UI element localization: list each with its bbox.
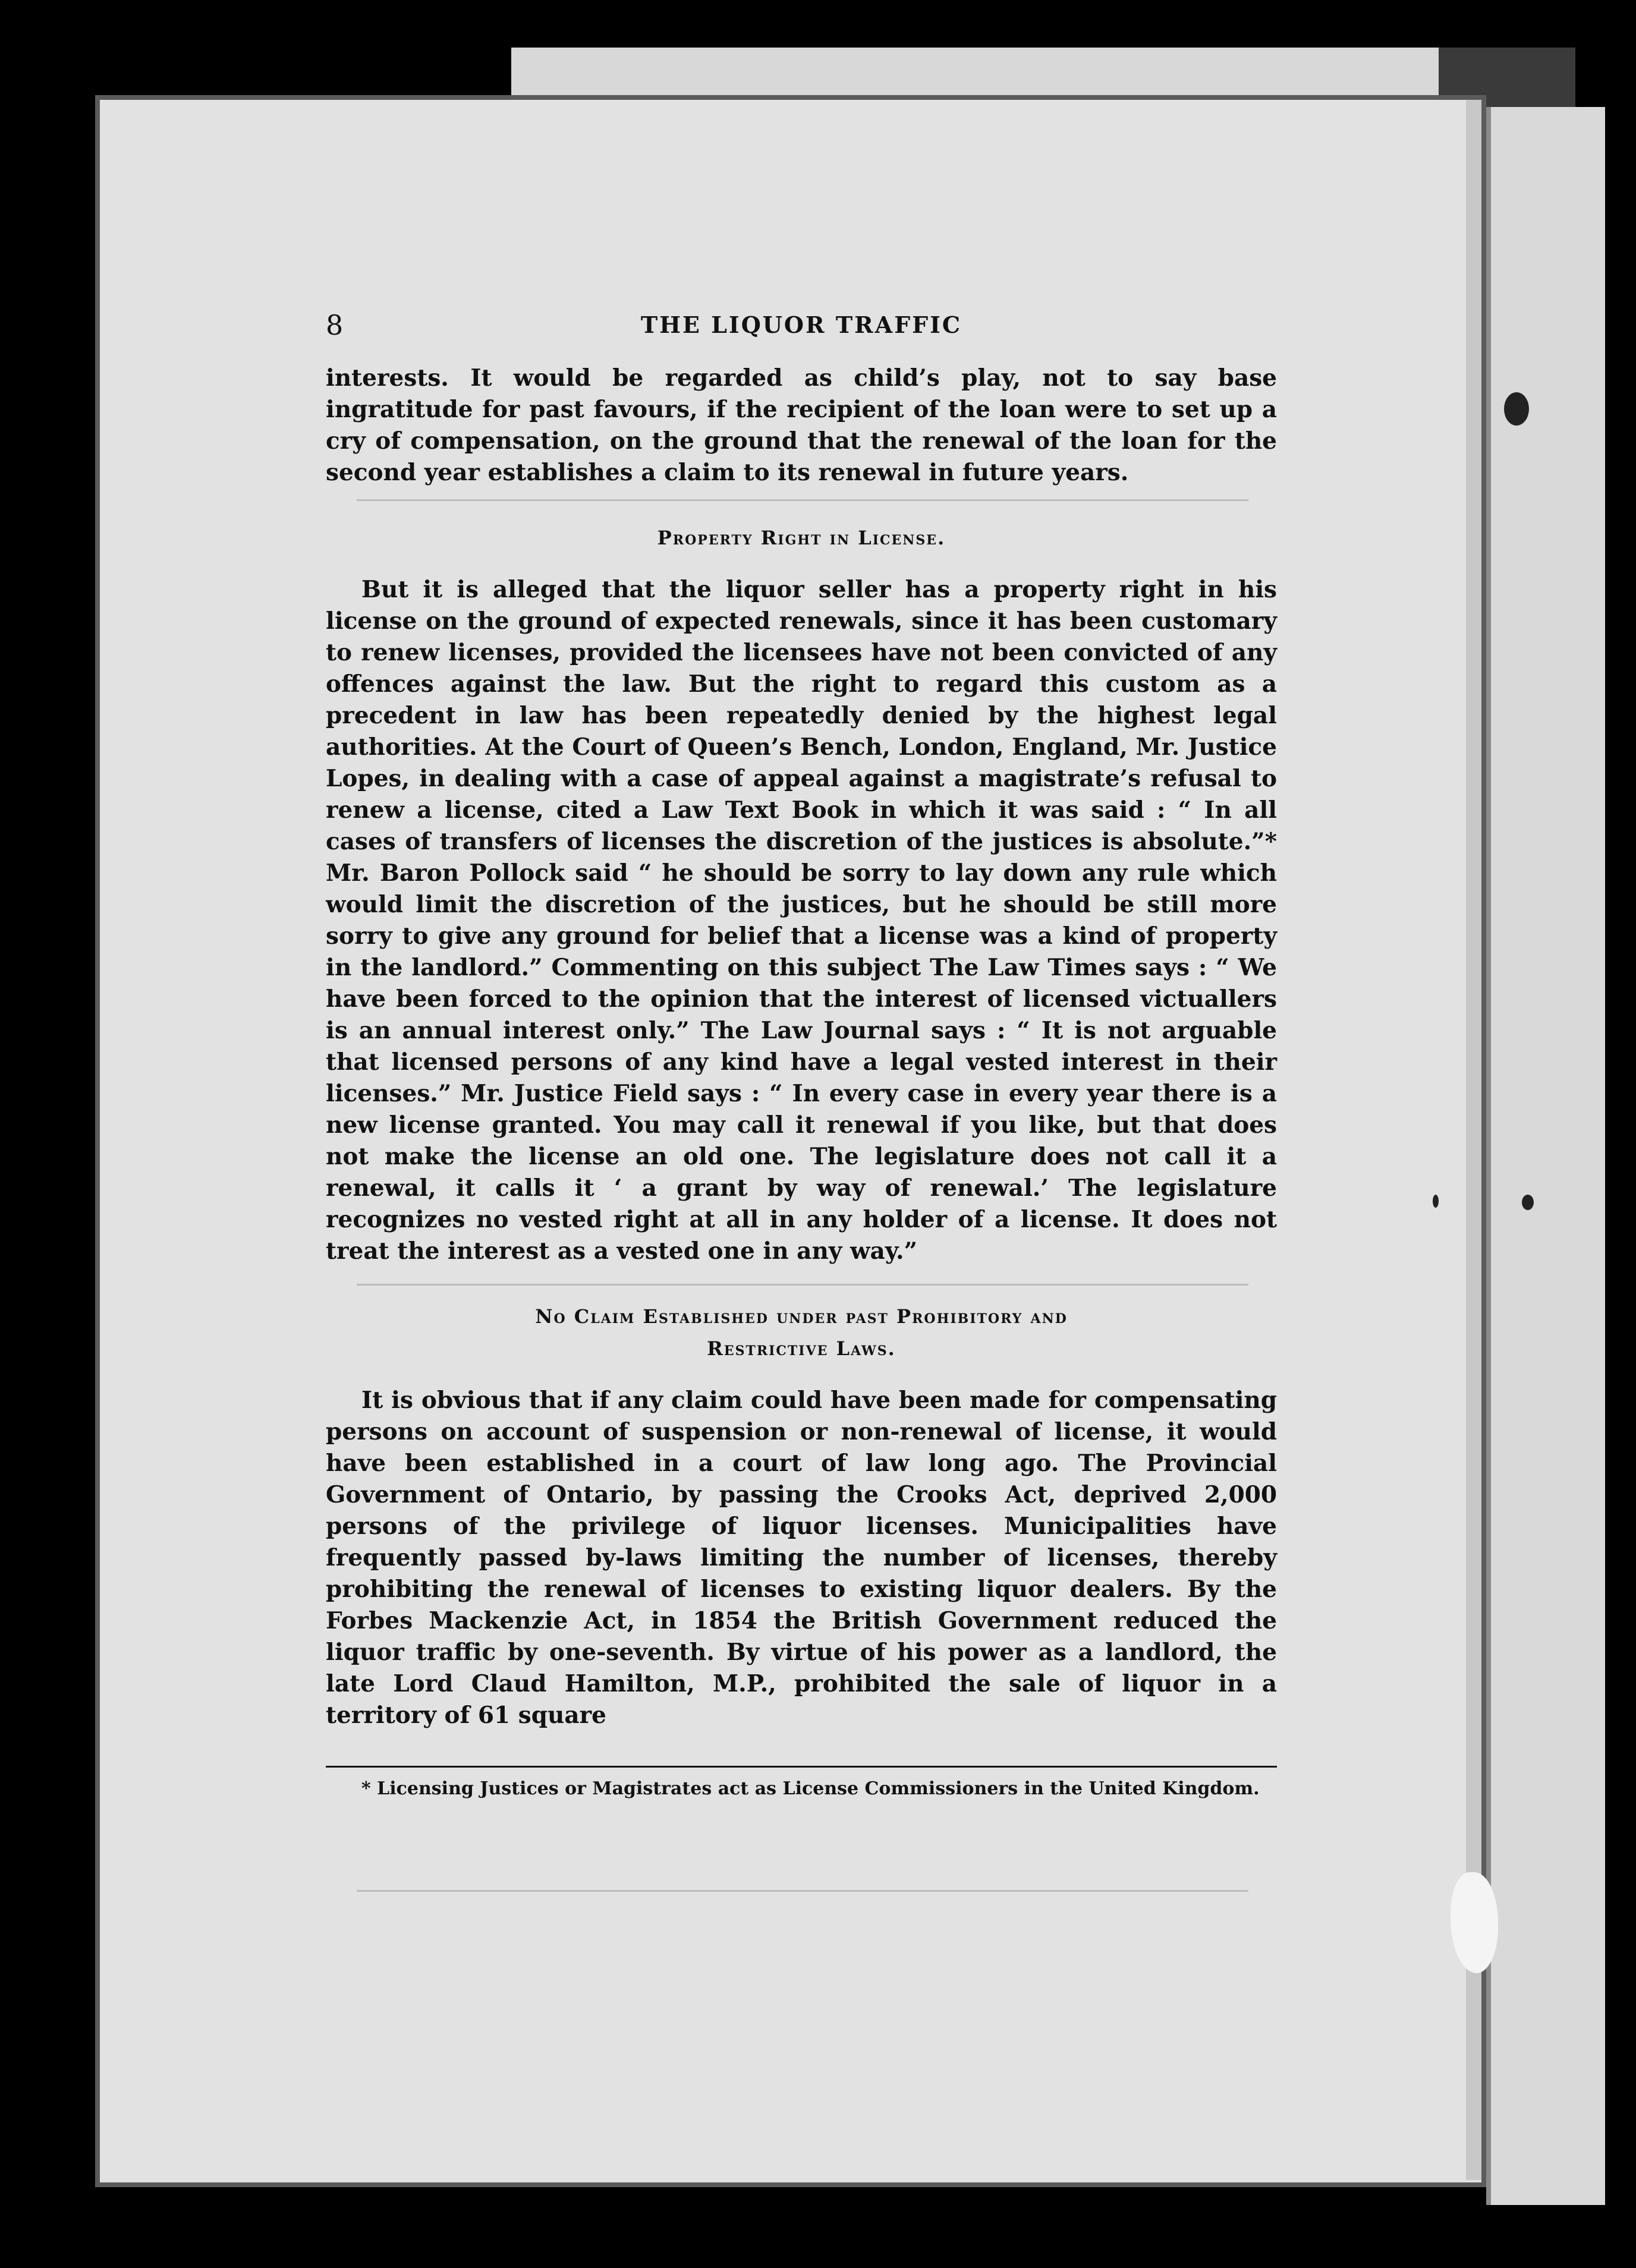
heading-line: Restrictive Laws. xyxy=(707,1337,896,1360)
adjacent-page-strip xyxy=(1486,107,1605,2205)
page-number: 8 xyxy=(326,309,344,341)
paragraph-property-right: But it is alleged that the liquor seller has a property right in his license on the ground of expected renewals, since it has been customary to renew licenses, provided the licensees have not been convicted of any offences against the law. But the right to regard this custom as a precedent in law has been repeatedly denied by the highest legal authorities. At the Court of Queen’s Bench, London, England, Mr. Justice Lopes, in dealing with a case of appeal against a magistrate’s refusal to renew a license, cited a Law Text Book in which it was said : “ In all cases of transfers of licenses the discretion of the justices is absolute.”* Mr. Baron Pollock said “ he should be sorry to lay down any rule which would limit the discretion of the justices, but he should be still more sorry to give any ground for belief that a license was a kind of property in the landlord.” Commenting on this subject The Law Times says : “ We have been forced to the opinion that the interest of licensed victuallers is an annual interest only.” The Law Journal says : “ It is not arguable that licensed persons of any kind have a legal vested interest in their licenses.” Mr. Justice Field says : “ In every case in every year there is a new license granted. You may call it renewal if you like, but that does not make the license an old one. The legislature does not call it a renewal, it calls it ‘ a grant by way of renewal.’ The legislature recognizes no vested right at all in any holder of a license. It does not treat the interest as a vested one in any way.” xyxy=(326,576,1277,1265)
section-heading-property-right xyxy=(326,522,1277,554)
ink-smudge xyxy=(1433,1195,1439,1208)
heading-line: Property Right in License. xyxy=(657,527,946,549)
bleed-through-line xyxy=(357,1890,1248,1892)
page-fold xyxy=(1466,100,1481,2180)
heading-line: No Claim Established under past Prohibitory and xyxy=(535,1305,1068,1328)
footnote: * Licensing Justices or Magistrates act as License Commissioners in the United Kingdom. xyxy=(361,1778,1260,1799)
page-content xyxy=(326,309,1277,1801)
section-heading-no-claim xyxy=(326,1300,1277,1365)
footnote-rule xyxy=(326,1766,1277,1768)
paragraph-opening: interests. It would be regarded as child’s play, not to say base ingratitude for past favours, if the recipient of the loan were to set up a cry of compensation, on the ground that the renewal of the loan for the second year establishes a claim to its renewal in future years. xyxy=(326,364,1277,486)
ink-smudge xyxy=(1522,1195,1534,1210)
paragraph-no-claim: It is obvious that if any claim could have been made for compensating persons on account of suspension or non-renewal of license, it would have been established in a court of law long ago. The Provincial Government of Ontario, by passing the Crooks Act, deprived 2,000 persons of the privilege of liquor licenses. Municipalities have frequently passed by-laws limiting the number of licenses, thereby prohibiting the renewal of licenses to existing liquor dealers. By the Forbes Mackenzie Act, in 1854 the British Government reduced the liquor traffic by one-seventh. By virtue of his power as a landlord, the late Lord Claud Hamilton, M.P., prohibited the sale of liquor in a territory of 61 square xyxy=(326,1387,1277,1729)
running-head xyxy=(326,309,1277,363)
ink-smudge xyxy=(1504,392,1529,426)
running-title: THE LIQUOR TRAFFIC xyxy=(640,311,962,338)
